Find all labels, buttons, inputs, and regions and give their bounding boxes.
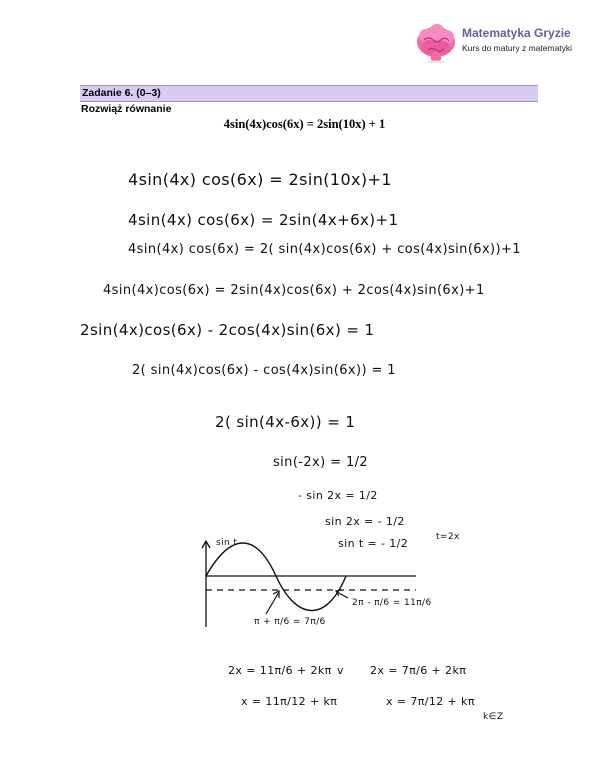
- solution-line-7: 2( sin(4x-6x)) = 1: [215, 413, 356, 431]
- solution-line-6: 2( sin(4x)cos(6x) - cos(4x)sin(6x)) = 1: [132, 363, 396, 378]
- task-header-bar: [80, 85, 538, 102]
- brand-name: Matematyka Gryzie: [462, 26, 571, 40]
- solution-line-2: 4sin(4x) cos(6x) = 2sin(4x+6x)+1: [128, 211, 399, 229]
- substitution-note: t=2x: [436, 532, 460, 542]
- brand-tagline: Kurs do matury z matematyki: [462, 43, 573, 53]
- brand-logo: [414, 22, 589, 64]
- solution-line-1: 4sin(4x) cos(6x) = 2sin(10x)+1: [128, 170, 392, 189]
- point-left-label: π + π/6 = 7π/6: [254, 617, 326, 627]
- task-equation: 4sin(4x)cos(6x) = 2sin(10x) + 1: [223, 117, 386, 131]
- sine-curve: [206, 543, 346, 611]
- point-right-label: 2π - π/6 = 11π/6: [352, 598, 432, 608]
- task-instruction: Rozwiąż równanie: [81, 103, 172, 115]
- result-or: v: [337, 664, 344, 677]
- solution-line-5: 2sin(4x)cos(6x) - 2cos(4x)sin(6x) = 1: [80, 321, 375, 339]
- result-case-2: 2x = 7π/6 + 2kπ: [370, 664, 467, 677]
- curve-label: sin t: [216, 538, 238, 548]
- brain-icon: [414, 22, 458, 64]
- domain-note: k∈Z: [483, 712, 504, 722]
- result-case-1: 2x = 11π/6 + 2kπ: [228, 664, 332, 677]
- solution-line-4: 4sin(4x)cos(6x) = 2sin(4x)cos(6x) + 2cos(4x)sin(6x)+1: [103, 283, 485, 298]
- solution-line-8: sin(-2x) = 1/2: [273, 455, 369, 470]
- solution-line-11: sin t = - 1/2: [338, 537, 409, 550]
- task-title: Zadanie 6. (0–3): [82, 87, 161, 99]
- solution-line-3: 4sin(4x) cos(6x) = 2( sin(4x)cos(6x) + cos(4x)sin(6x))+1: [128, 242, 521, 257]
- arrow-left-point: [266, 592, 279, 614]
- solution-line-10: sin 2x = - 1/2: [325, 515, 405, 528]
- result-x-1: x = 11π/12 + kπ: [241, 695, 338, 708]
- solution-line-9: - sin 2x = 1/2: [298, 489, 378, 502]
- result-x-2: x = 7π/12 + kπ: [386, 695, 475, 708]
